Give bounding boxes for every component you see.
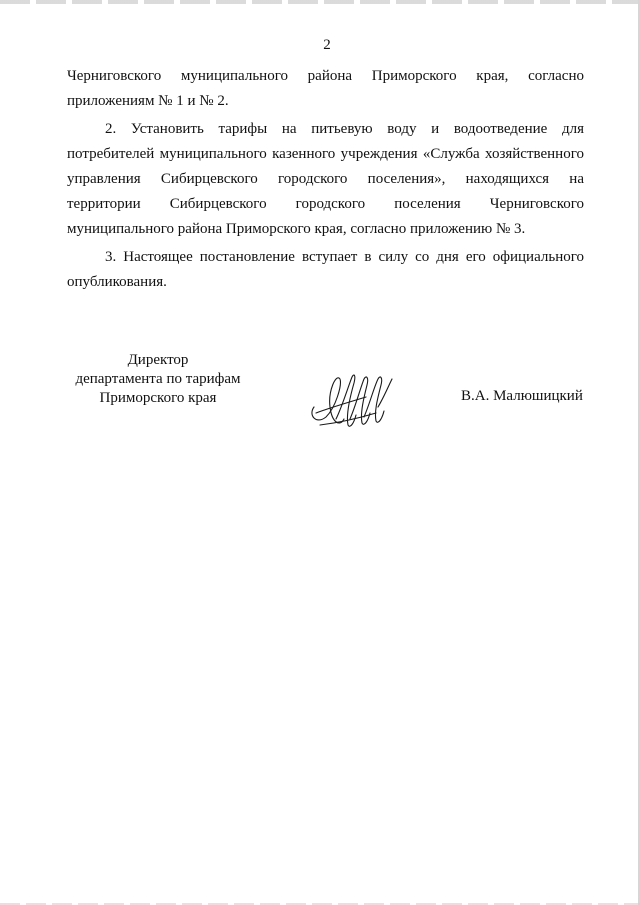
- page-number: 2: [323, 37, 331, 53]
- paragraph-line: управления Сибирцевского городского поселения», находящихся на: [67, 171, 584, 187]
- paragraph-line: Черниговского муниципального района Приморского края, согласно: [67, 68, 584, 84]
- handwritten-signature-image: [306, 367, 398, 433]
- paragraph-line: опубликования.: [67, 274, 167, 290]
- paragraph-line: потребителей муниципального казенного учреждения «Служба хозяйственного: [67, 146, 584, 162]
- paragraph-item-2: [67, 117, 584, 242]
- paragraph-line: 3. Настоящее постановление вступает в силу со дня его официального: [105, 249, 584, 265]
- signatory-title-line: Директор: [127, 352, 189, 368]
- paragraph-line: муниципального района Приморского края, согласно приложению № 3.: [67, 221, 526, 237]
- paragraph-item-3: [67, 245, 584, 295]
- paragraph-line: приложениям № 1 и № 2.: [67, 93, 229, 109]
- paragraph-line: 2. Установить тарифы на питьевую воду и водоотведение для: [105, 121, 584, 137]
- signatory-title: [60, 351, 256, 408]
- paragraph-continuation: [67, 64, 584, 114]
- paragraph-line: территории Сибирцевского городского поселения Черниговского: [67, 196, 584, 212]
- signatory-title-line: Приморского края: [99, 390, 217, 406]
- signatory-title-line: департамента по тарифам: [75, 371, 241, 387]
- signatory-name: В.А. Малюшицкий: [461, 388, 583, 404]
- scan-top-edge: [0, 0, 640, 4]
